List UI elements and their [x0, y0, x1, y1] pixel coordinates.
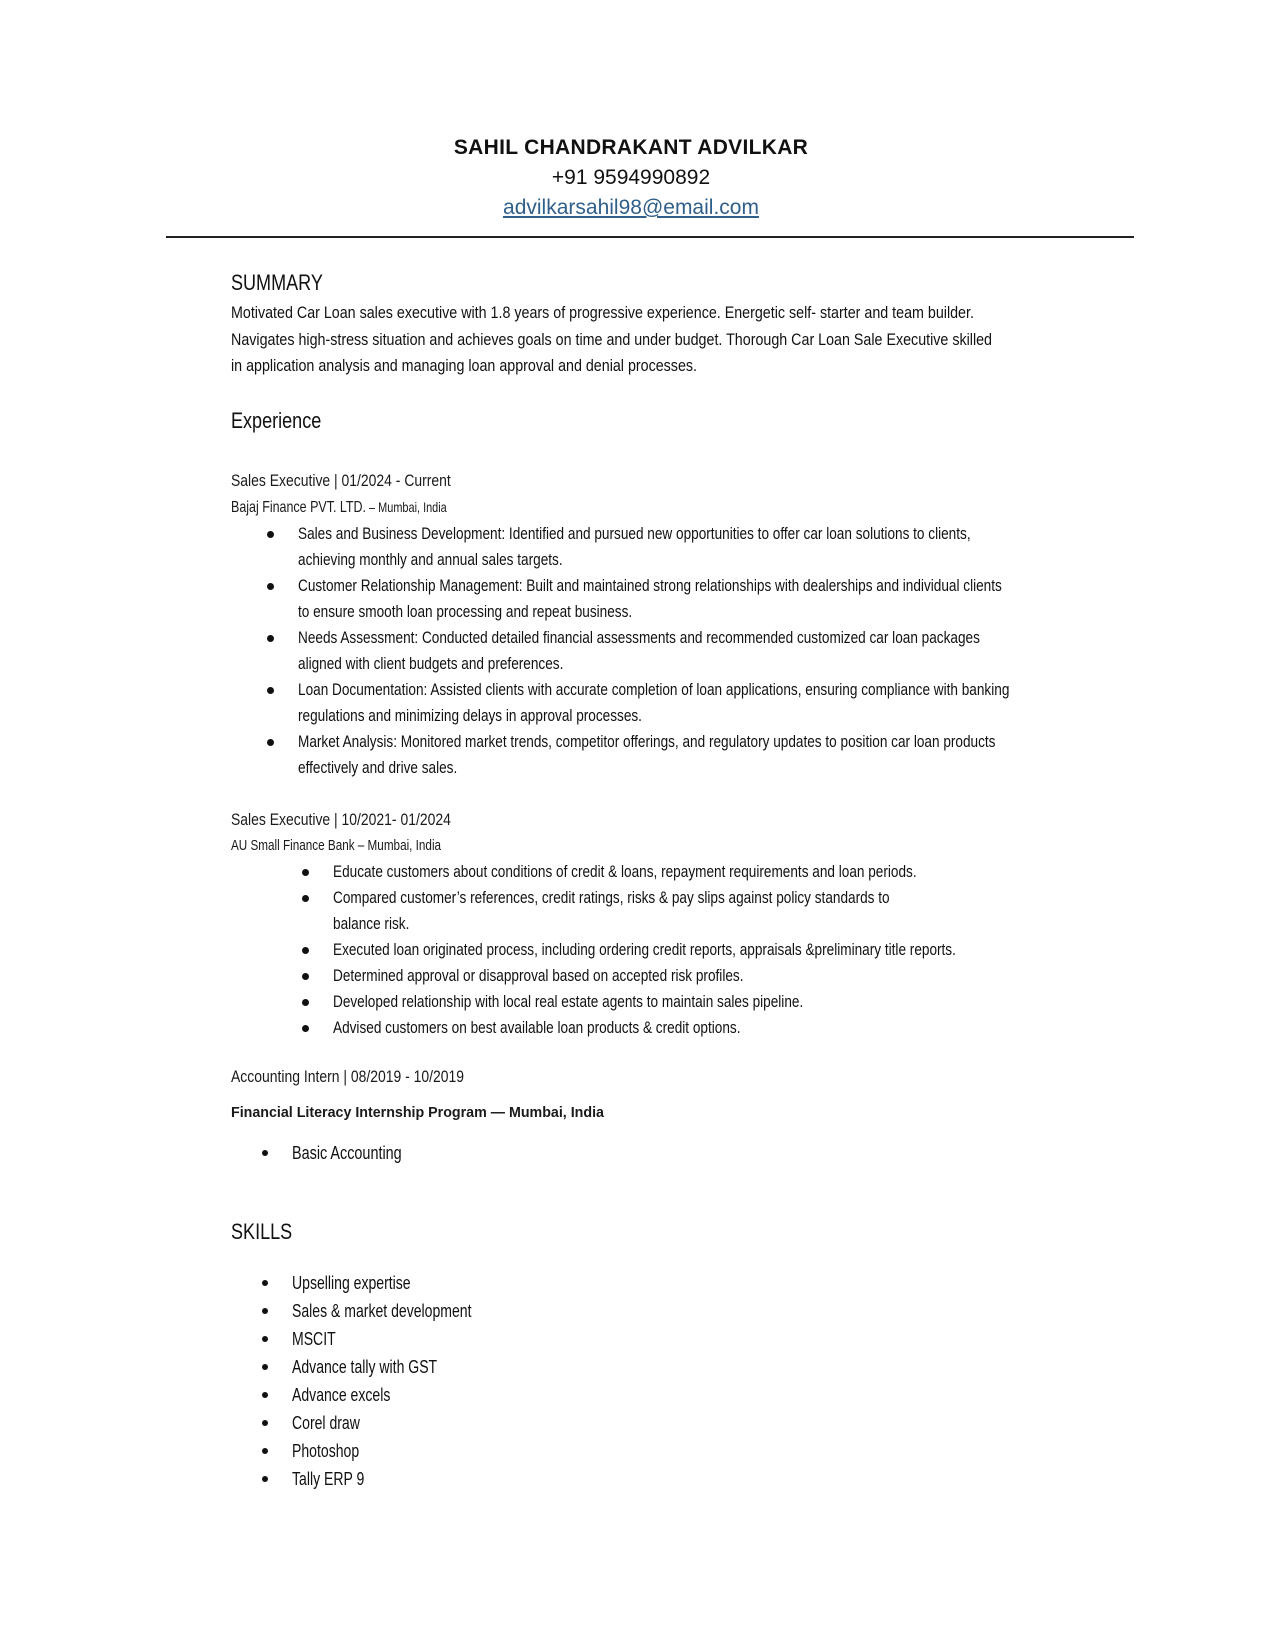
job-entry [231, 807, 1111, 1041]
phone-number: +91 9594990892 [551, 166, 711, 189]
skills-list [231, 1269, 1111, 1493]
bullet-line: Loan Documentation: Assisted clients with accurate completion of loan applications, ensuring compliance with banking [298, 680, 1010, 699]
job-company: AU Small Finance Bank – Mumbai, India [231, 837, 442, 854]
bullet-icon [302, 895, 309, 902]
candidate-name: SAHIL CHANDRAKANT ADVILKAR [453, 136, 809, 159]
job-entry [231, 1064, 1111, 1166]
job-company: Financial Literacy Internship Program — Mumbai, India [231, 1104, 604, 1121]
bullet-line: Market Analysis: Monitored market trends, competitor offerings, and regulatory updates to position car loan products [298, 732, 996, 751]
skill-label: MSCIT [292, 1329, 336, 1349]
bullet-icon [262, 1448, 268, 1454]
list-item [231, 1325, 1111, 1353]
list-item [231, 521, 1111, 573]
bullet-icon [262, 1392, 268, 1398]
bullet-line: Needs Assessment: Conducted detailed financial assessments and recommended customized car loan packages [298, 628, 980, 647]
bullet-line: regulations and minimizing delays in approval processes. [298, 706, 642, 725]
summary-section [231, 268, 1111, 380]
list-item [231, 729, 1111, 781]
list-item [231, 859, 1111, 885]
list-item [231, 885, 1111, 937]
bullet-icon [262, 1476, 268, 1482]
list-item [231, 937, 1111, 963]
resume-header [0, 133, 1262, 223]
summary-heading: SUMMARY [231, 270, 323, 295]
job-bullets [231, 1140, 1111, 1166]
list-item [231, 1015, 1111, 1041]
skill-label: Sales & market development [292, 1301, 472, 1321]
job-company [231, 494, 917, 521]
bullet-icon [262, 1280, 268, 1286]
list-item [231, 1437, 1111, 1465]
bullet-line: Compared customer’s references, credit ratings, risks & pay slips against policy standards to [333, 888, 890, 907]
bullet-line: Developed relationship with local real estate agents to maintain sales pipeline. [333, 992, 804, 1011]
list-item [231, 677, 1111, 729]
bullet-icon [267, 687, 274, 694]
job-title: Sales Executive | 10/2021- 01/2024 [231, 810, 451, 829]
summary-line: Navigates high-stress situation and achieves goals on time and under budget. Thorough Car Loan Sale Executive skilled [231, 329, 993, 349]
bullet-icon [302, 999, 309, 1006]
list-item [231, 1465, 1111, 1493]
job-bullets [231, 859, 1111, 1041]
summary-text [231, 300, 1004, 380]
skill-label: Photoshop [292, 1441, 360, 1461]
bullet-line: Sales and Business Development: Identified and pursued new opportunities to offer car loan solutions to clients, [298, 524, 971, 543]
bullet-icon [302, 973, 309, 980]
list-item [231, 625, 1111, 677]
summary-line: in application analysis and managing loan approval and denial processes. [231, 356, 698, 375]
list-item [231, 1140, 1111, 1166]
company-location: – Mumbai, India [366, 499, 447, 515]
skills-section [231, 1217, 1111, 1493]
bullet-line: balance risk. [333, 914, 410, 933]
bullet-line: Executed loan originated process, including ordering credit reports, appraisals &preliminary title reports. [333, 940, 956, 959]
skill-label: Advance tally with GST [292, 1357, 438, 1377]
summary-line: Motivated Car Loan sales executive with 1.8 years of progressive experience. Energetic self- starter and team builder. [231, 303, 974, 322]
list-item [231, 1409, 1111, 1437]
experience-heading: Experience [231, 408, 322, 433]
skill-label: Advance excels [292, 1385, 391, 1405]
job-bullets [231, 521, 1111, 781]
bullet-icon [267, 739, 274, 746]
bullet-line: Determined approval or disapproval based on accepted risk profiles. [333, 966, 744, 985]
bullet-icon [262, 1364, 268, 1370]
header-divider [166, 236, 1134, 238]
bullet-icon [302, 1025, 309, 1032]
list-item [231, 573, 1111, 625]
bullet-icon [267, 531, 274, 538]
experience-section [231, 406, 1111, 436]
skills-heading: SKILLS [231, 1219, 293, 1244]
skill-label: Tally ERP 9 [292, 1469, 365, 1489]
bullet-icon [262, 1336, 268, 1342]
list-item [231, 1353, 1111, 1381]
job-title: Sales Executive | 01/2024 - Current [231, 471, 451, 490]
bullet-line: to ensure smooth loan processing and repeat business. [298, 602, 633, 621]
bullet-line: Basic Accounting [292, 1143, 402, 1163]
bullet-icon [302, 947, 309, 954]
bullet-line: Advised customers on best available loan products & credit options. [333, 1018, 741, 1037]
company-name: Bajaj Finance PVT. LTD. [231, 499, 367, 516]
bullet-icon [267, 635, 274, 642]
email-link[interactable]: advilkarsahil98@email.com [503, 196, 759, 219]
list-item [231, 989, 1111, 1015]
bullet-icon [262, 1150, 268, 1156]
job-title: Accounting Intern | 08/2019 - 10/2019 [231, 1067, 465, 1086]
bullet-line: aligned with client budgets and preferences. [298, 654, 564, 673]
list-item [231, 963, 1111, 989]
bullet-icon [302, 869, 309, 876]
list-item [231, 1381, 1111, 1409]
bullet-icon [262, 1420, 268, 1426]
bullet-line: Educate customers about conditions of credit & loans, repayment requirements and loan periods. [333, 862, 917, 881]
skill-label: Corel draw [292, 1413, 360, 1433]
bullet-icon [262, 1308, 268, 1314]
skill-label: Upselling expertise [292, 1273, 411, 1293]
job-entry [231, 468, 1111, 781]
list-item [231, 1297, 1111, 1325]
list-item [231, 1269, 1111, 1297]
bullet-line: Customer Relationship Management: Built and maintained strong relationships with dealerships and individual clients [298, 576, 1002, 595]
bullet-icon [267, 583, 274, 590]
bullet-line: achieving monthly and annual sales targets. [298, 550, 563, 569]
bullet-line: effectively and drive sales. [298, 758, 458, 777]
